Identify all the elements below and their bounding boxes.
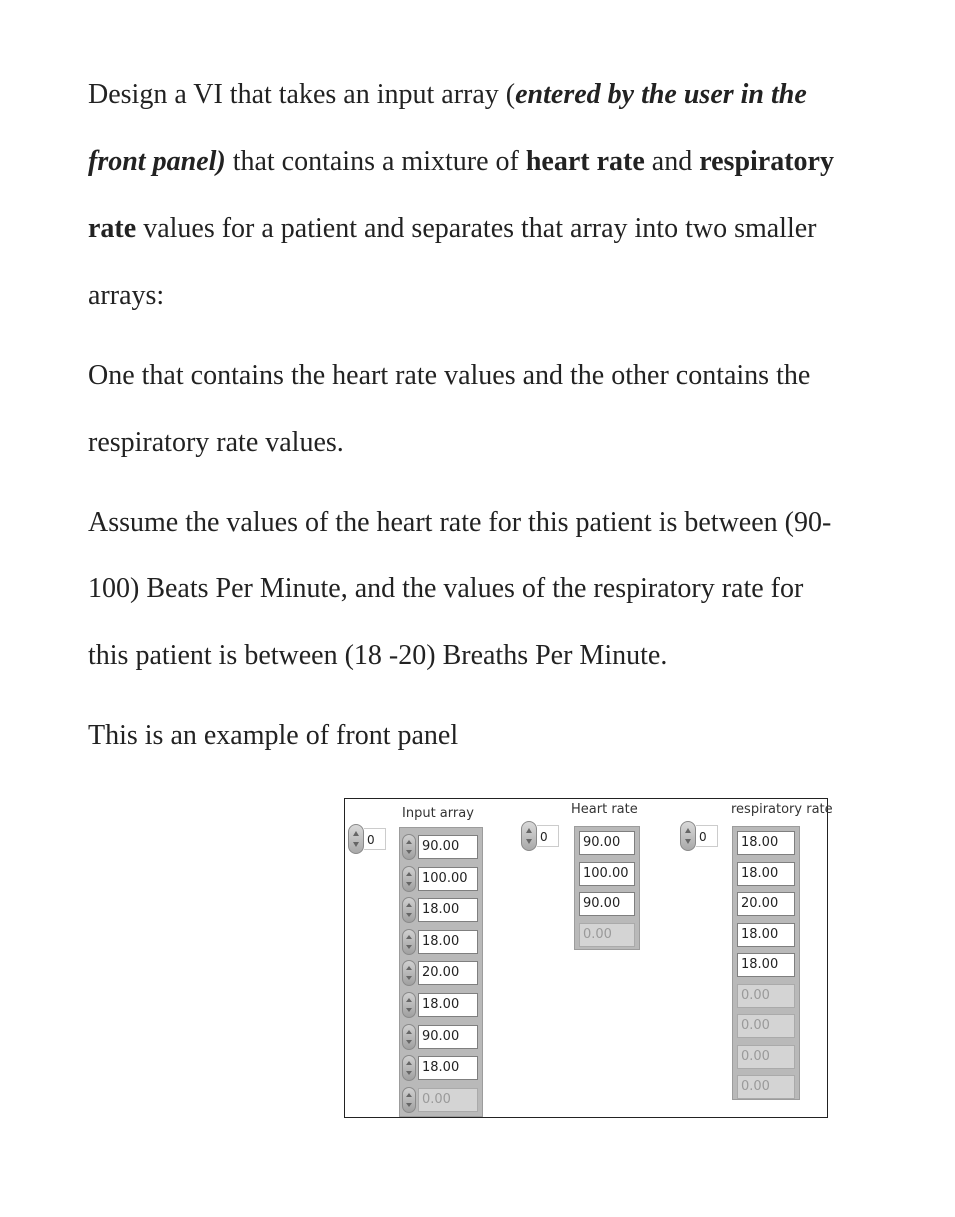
input-array-element[interactable]: 20.00: [418, 961, 478, 985]
paragraph-2-line-1: One that contains the heart rate values and the other contains the: [88, 360, 811, 391]
element-spinner-icon[interactable]: [402, 929, 416, 955]
paragraph-3-line-1: Assume the values of the heart rate for this patient is between (90-: [88, 507, 832, 538]
input-array-label: Input array: [402, 806, 474, 821]
respiratory-rate-element[interactable]: 18.00: [737, 862, 795, 886]
paragraph-3-line-2: 100) Beats Per Minute, and the values of the respiratory rate for: [88, 573, 804, 604]
heart-rate-element[interactable]: 90.00: [579, 831, 635, 855]
bold-respiratory: respiratory: [699, 146, 834, 177]
element-spinner-icon[interactable]: [402, 897, 416, 923]
front-panel-figure: [344, 798, 833, 1118]
element-spinner-icon[interactable]: [402, 866, 416, 892]
paragraph-1-line-2: [88, 145, 834, 179]
bold-rate: rate: [88, 213, 137, 244]
element-spinner-icon[interactable]: [402, 1024, 416, 1050]
respiratory-rate-element[interactable]: 0.00: [737, 984, 795, 1008]
input-array-element[interactable]: 18.00: [418, 930, 478, 954]
heart-rate-index[interactable]: [521, 821, 559, 851]
heart-rate-element[interactable]: 90.00: [579, 892, 635, 916]
respiratory-rate-label: respiratory rate: [731, 802, 833, 817]
paragraph-4: This is an example of front panel: [88, 720, 459, 751]
input-array-element[interactable]: 90.00: [418, 835, 478, 859]
paragraph-3-line-3: this patient is between (18 -20) Breaths Per Minute.: [88, 640, 668, 671]
respiratory-rate-index[interactable]: [680, 821, 718, 851]
element-spinner-icon[interactable]: [402, 1087, 416, 1113]
index-spinner-icon[interactable]: [521, 821, 537, 851]
index-spinner-icon[interactable]: [680, 821, 696, 851]
index-value[interactable]: 0: [696, 825, 718, 847]
respiratory-rate-element[interactable]: 20.00: [737, 892, 795, 916]
heart-rate-label: Heart rate: [571, 802, 638, 817]
heart-rate-element[interactable]: 0.00: [579, 923, 635, 947]
respiratory-rate-frame: [732, 826, 800, 1100]
paragraph-1-line-4: arrays:: [88, 280, 165, 311]
bold-heart-rate: heart rate: [525, 146, 645, 177]
paragraph-1-line-3: [88, 212, 817, 246]
input-array-frame: [399, 827, 483, 1117]
emphasis-text: entered by the user in the: [515, 79, 807, 110]
paragraph-2-line-2: respiratory rate values.: [88, 427, 344, 458]
element-spinner-icon[interactable]: [402, 960, 416, 986]
paragraph-1-line-1: [88, 78, 807, 112]
respiratory-rate-element[interactable]: 0.00: [737, 1075, 795, 1099]
respiratory-rate-element[interactable]: 18.00: [737, 831, 795, 855]
input-array-element[interactable]: 18.00: [418, 993, 478, 1017]
input-array-index[interactable]: [348, 824, 386, 854]
input-array-element[interactable]: 0.00: [418, 1088, 478, 1112]
respiratory-rate-element[interactable]: 18.00: [737, 953, 795, 977]
input-array-element[interactable]: 18.00: [418, 898, 478, 922]
input-array-element[interactable]: 90.00: [418, 1025, 478, 1049]
heart-rate-frame: [574, 826, 640, 950]
respiratory-rate-element[interactable]: 0.00: [737, 1045, 795, 1069]
element-spinner-icon[interactable]: [402, 992, 416, 1018]
respiratory-rate-element[interactable]: 18.00: [737, 923, 795, 947]
index-spinner-icon[interactable]: [348, 824, 364, 854]
heart-rate-element[interactable]: 100.00: [579, 862, 635, 886]
element-spinner-icon[interactable]: [402, 834, 416, 860]
respiratory-rate-element[interactable]: 0.00: [737, 1014, 795, 1038]
text-run: and: [644, 146, 700, 177]
input-array-element[interactable]: 18.00: [418, 1056, 478, 1080]
index-value[interactable]: 0: [537, 825, 559, 847]
text-run: values for a patient and separates that array into two smaller: [136, 213, 817, 244]
input-array-element[interactable]: 100.00: [418, 867, 478, 891]
text-run: that contains a mixture of: [225, 146, 526, 177]
text-run: Design a VI that takes an input array (: [88, 79, 516, 110]
index-value[interactable]: 0: [364, 828, 386, 850]
emphasis-text: front panel): [88, 146, 226, 177]
element-spinner-icon[interactable]: [402, 1055, 416, 1081]
